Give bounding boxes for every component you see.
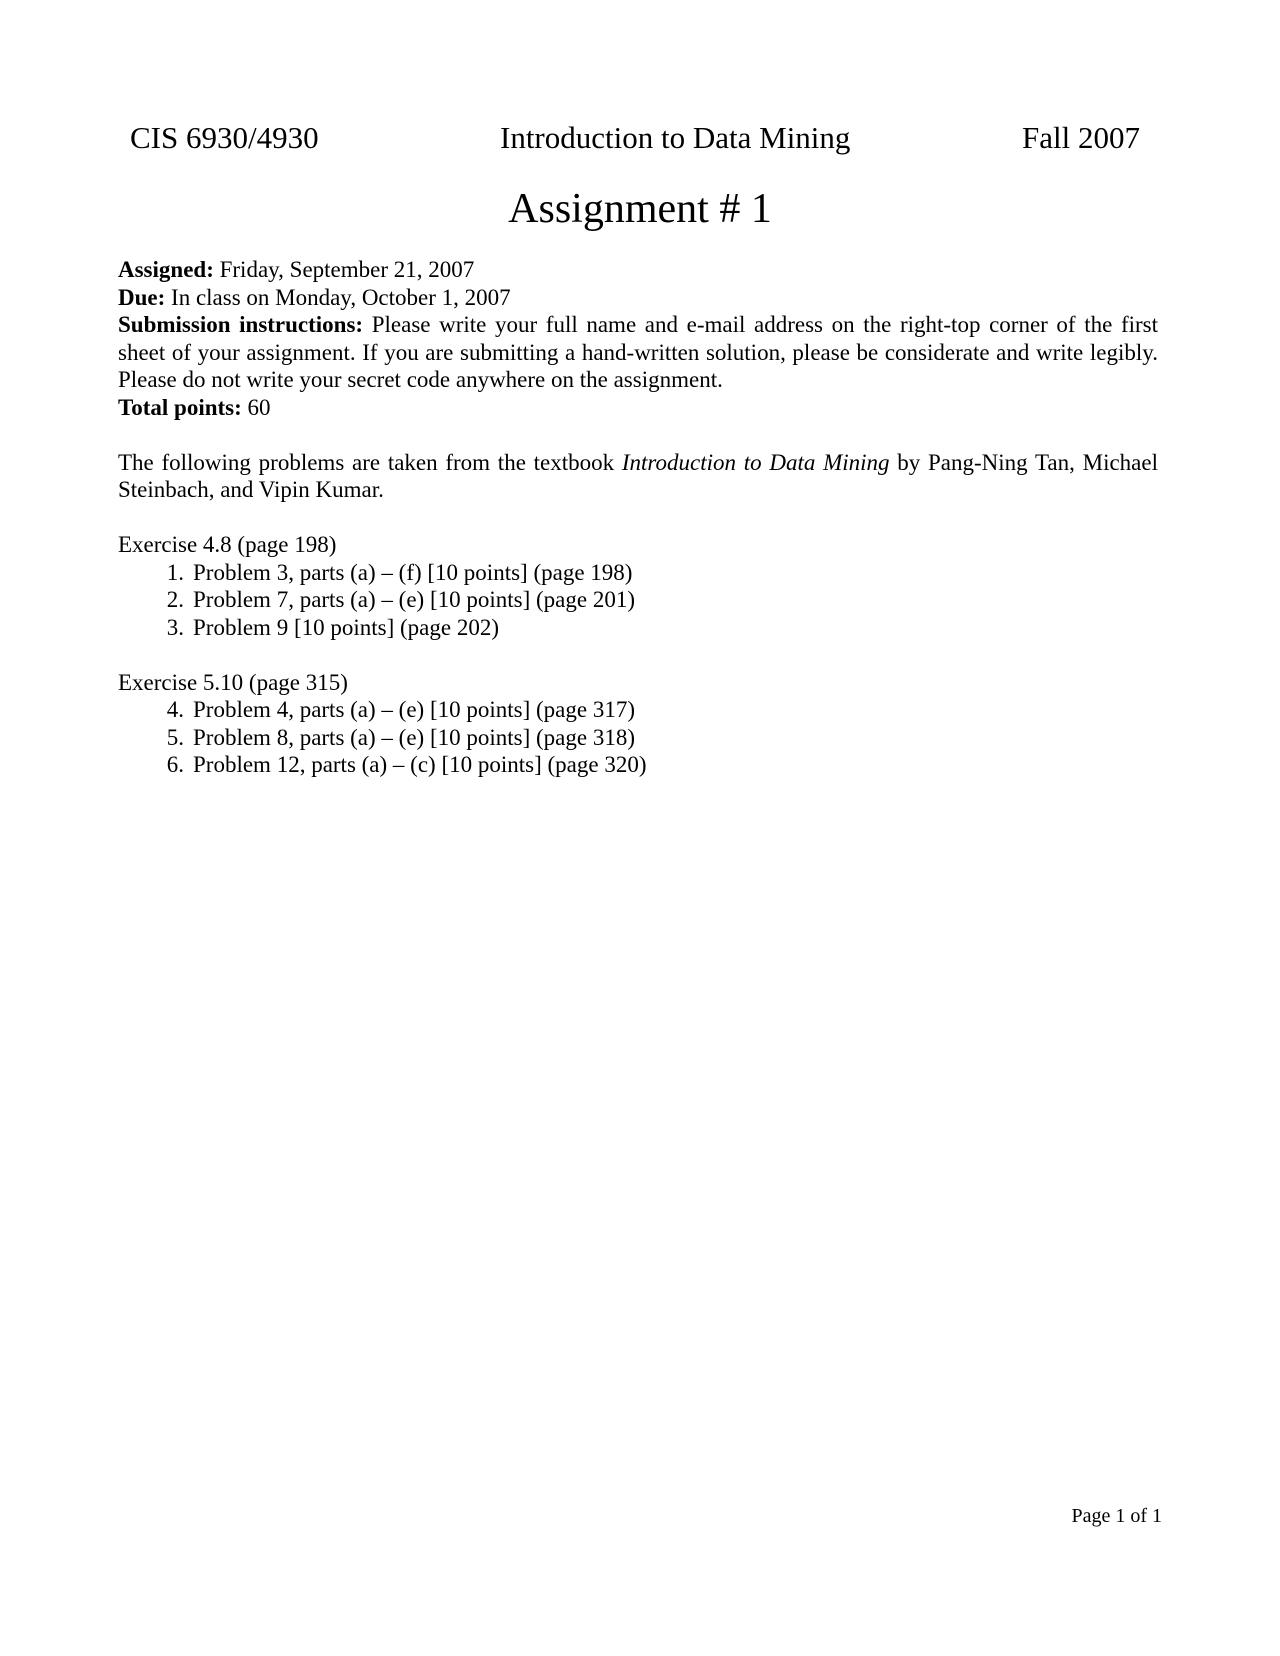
textbook-title: Introduction to Data Mining [621, 449, 890, 475]
submission-label: Submission instructions: [118, 312, 364, 337]
intro-text-after: by Pang-Ning Tan, Michael Steinbach, and Vipin Kumar. [118, 449, 1158, 502]
submission-text: Please write your full name and e-mail address on the right-top corner of the first sheet of your assignment. If you are submitting a hand-written solution, please be considerate and write legibly. Please do not write your secret code anywhere on the assignment. [118, 312, 1158, 392]
list-item [118, 751, 1158, 779]
course-code: CIS 6930/4930 [130, 120, 319, 155]
list-item [118, 586, 1158, 614]
list-item [118, 614, 1158, 642]
assigned-date: Friday, September 21, 2007 [213, 257, 475, 282]
page-header [130, 118, 1140, 158]
problem-text: Problem 4, parts (a) – (e) [10 points] (page 317) [193, 697, 635, 722]
list-item [118, 696, 1158, 724]
problem-text: Problem 12, parts (a) – (c) [10 points] (page 320) [193, 752, 647, 777]
due-date: In class on Monday, October 1, 2007 [165, 284, 511, 310]
problem-number: 3. [166, 614, 184, 640]
problem-text: Problem 8, parts (a) – (e) [10 points] (page 318) [193, 724, 635, 750]
list-item [118, 559, 1158, 587]
problem-number: 5. [166, 724, 184, 750]
intro-paragraph [118, 449, 1158, 504]
intro-text-before: The following problems are taken from the textbook [118, 449, 622, 475]
list-item [118, 724, 1158, 752]
total-points-label: Total points: [118, 394, 242, 420]
page-number: Page 1 of 1 [1071, 1505, 1162, 1527]
spacer [118, 641, 1158, 669]
document-body [118, 256, 1158, 779]
due-line [118, 284, 1158, 312]
problem-number: 6. [166, 752, 184, 777]
problem-list [118, 696, 1158, 779]
spacer [118, 421, 1158, 449]
exercise-heading: Exercise 5.10 (page 315) [118, 669, 348, 695]
problem-list [118, 559, 1158, 642]
assigned-line [118, 256, 1158, 284]
total-points-value: 60 [241, 394, 271, 420]
exercise-heading: Exercise 4.8 (page 198) [118, 532, 337, 557]
submission-instructions [118, 311, 1158, 394]
term: Fall 2007 [1022, 120, 1140, 155]
problem-text: Problem 9 [10 points] (page 202) [193, 614, 499, 640]
assigned-label: Assigned: [118, 257, 214, 282]
problem-text: Problem 7, parts (a) – (e) [10 points] (page 201) [193, 587, 635, 612]
problem-number: 4. [166, 697, 184, 722]
problem-text: Problem 3, parts (a) – (f) [10 points] (page 198) [193, 559, 633, 585]
problem-number: 2. [166, 587, 184, 612]
page-title: Assignment # 1 [508, 186, 772, 232]
total-points-line [118, 394, 1158, 422]
course-title: Introduction to Data Mining [500, 120, 851, 155]
problem-number: 1. [166, 559, 184, 585]
due-label: Due: [118, 284, 166, 310]
spacer [118, 504, 1158, 532]
